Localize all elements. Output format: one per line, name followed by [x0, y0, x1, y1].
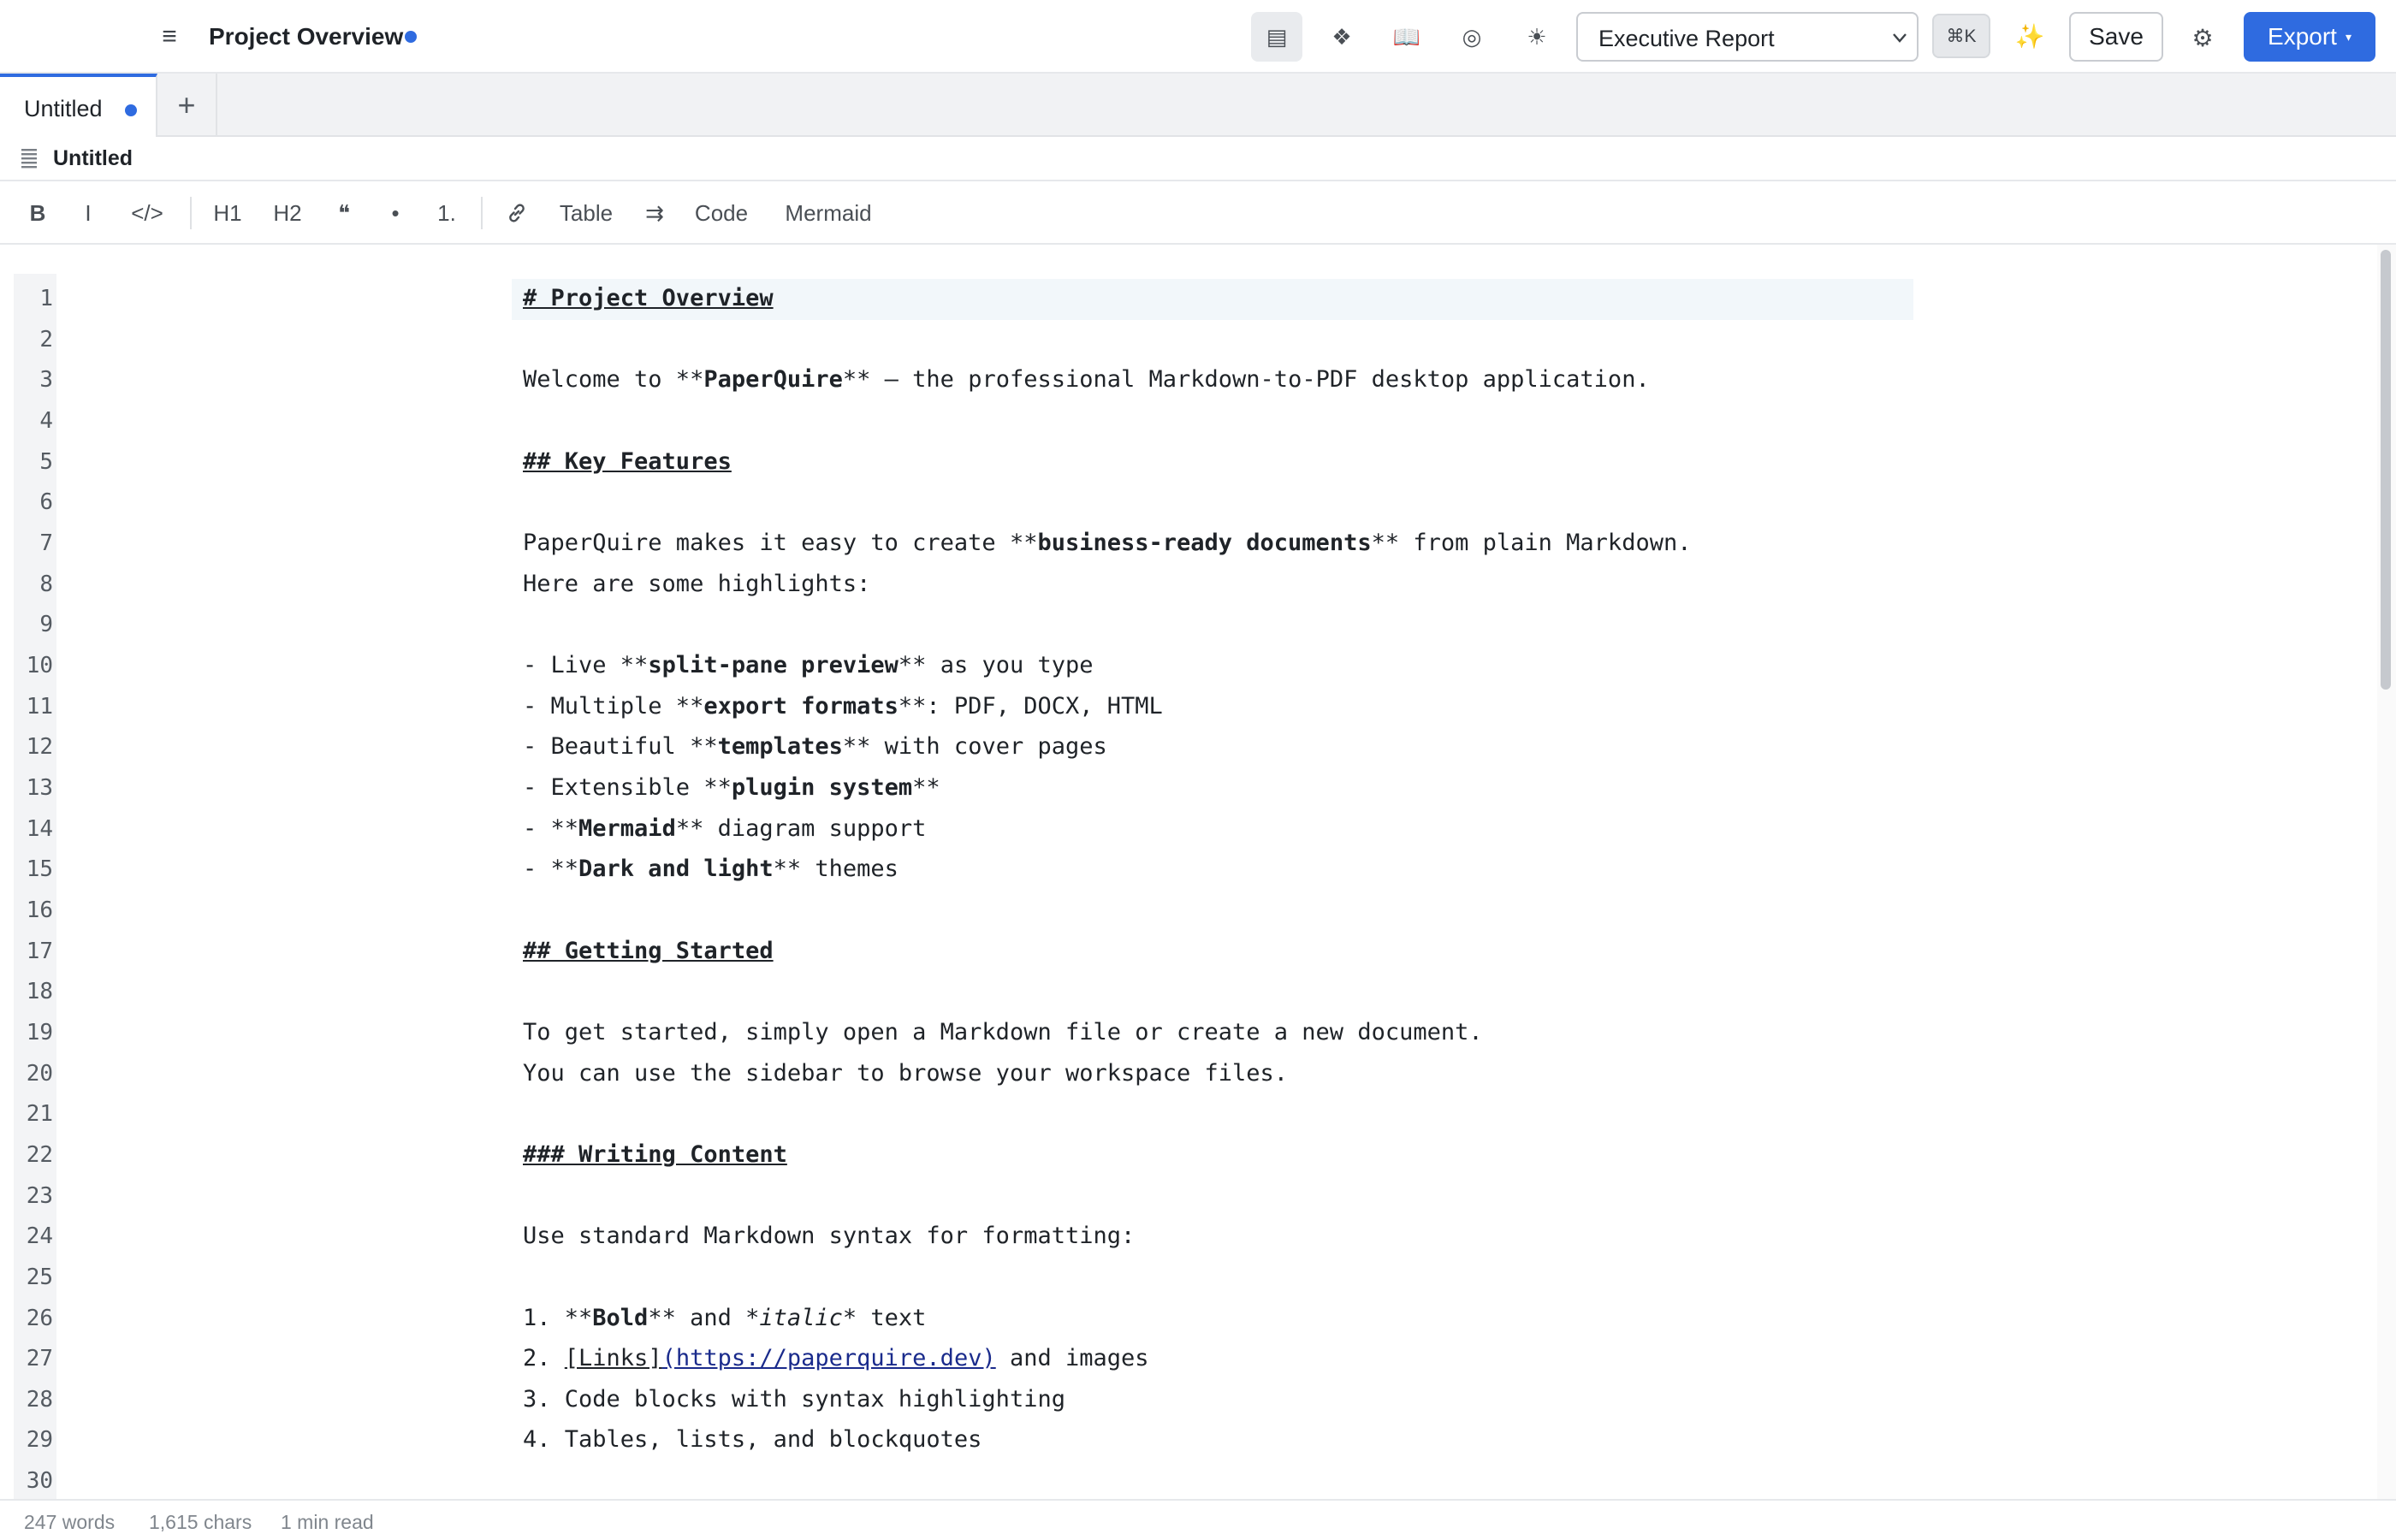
line-number: 29: [26, 1427, 53, 1453]
chevron-down-icon: [1891, 31, 1908, 44]
table-button[interactable]: Table: [559, 199, 614, 226]
layout-icon: ❖: [1331, 23, 1352, 50]
heading1-button[interactable]: H1: [213, 199, 242, 226]
line-number: 18: [26, 979, 53, 1004]
line-number: 1: [39, 286, 53, 311]
line-text: **: [912, 774, 940, 801]
bold-button[interactable]: B: [29, 199, 46, 226]
line-text: PaperQuire: [703, 366, 843, 393]
line-text: * text: [842, 1305, 927, 1331]
line-text: Here are some highlights:: [523, 571, 871, 597]
line-text: ** diagram support: [675, 815, 927, 842]
command-palette-button[interactable]: ⌘K: [1932, 14, 1990, 58]
line-text: To get started, simply open a Markdown file or create a new document.: [523, 1019, 1483, 1045]
split-view-button[interactable]: [1316, 12, 1367, 62]
markdown-link[interactable]: (https://paperquire.dev): [661, 1345, 996, 1371]
editor-line[interactable]: [523, 937, 774, 966]
line-number: 12: [26, 734, 53, 760]
line-number: 9: [39, 612, 53, 637]
line-number: 14: [26, 816, 53, 842]
markdown-heading: ## Getting Started: [523, 938, 774, 964]
line-text: You can use the sidebar to browse your workspace files.: [523, 1060, 1289, 1087]
markdown-editor[interactable]: [0, 245, 2396, 1499]
editor-line[interactable]: [523, 773, 940, 803]
line-number: 21: [26, 1101, 53, 1127]
line-number: 15: [26, 856, 53, 882]
code-block-button[interactable]: Code: [694, 199, 749, 226]
markdown-heading: ### Writing Content: [523, 1141, 787, 1168]
line-number: 24: [26, 1223, 53, 1249]
line-text: ** as you type: [898, 652, 1094, 678]
word-count: 247 words: [24, 1511, 116, 1533]
line-text: ** themes: [773, 856, 898, 882]
line-number: 30: [26, 1468, 53, 1494]
tab-unsaved-dot: [125, 104, 137, 116]
line-text: ** — the professional Markdown-to-PDF desktop application.: [842, 366, 1650, 393]
focus-mode-button[interactable]: [1446, 12, 1498, 62]
editor-line[interactable]: [523, 855, 898, 884]
line-text: ** with cover pages: [842, 733, 1107, 760]
editor-line[interactable]: [523, 1018, 1483, 1047]
document-title: Project Overview: [209, 23, 404, 50]
sparkle-icon[interactable]: ✨: [2014, 22, 2045, 50]
line-number: 2: [39, 327, 53, 352]
editor-line[interactable]: [523, 1425, 982, 1454]
line-number: 10: [26, 653, 53, 678]
scrollbar-thumb[interactable]: [2381, 250, 2391, 690]
menu-icon[interactable]: ≡: [162, 22, 177, 50]
line-number: 20: [26, 1061, 53, 1087]
line-text: Welcome to **: [523, 366, 704, 393]
line-text: templates: [717, 733, 843, 760]
line-number: 11: [26, 694, 53, 720]
link-icon: [505, 201, 529, 225]
line-number: 22: [26, 1142, 53, 1168]
top-bar: [0, 0, 2396, 74]
unsaved-indicator: [405, 31, 417, 43]
sun-icon: ☀: [1527, 23, 1547, 50]
plus-icon: +: [177, 87, 196, 122]
editor-line[interactable]: [523, 692, 1163, 721]
export-button[interactable]: [2244, 12, 2375, 62]
line-number: 28: [26, 1387, 53, 1413]
read-time: 1 min read: [281, 1511, 374, 1533]
line-text: PaperQuire makes it easy to create **: [523, 530, 1038, 556]
line-number: 26: [26, 1306, 53, 1331]
status-bar: [0, 1499, 2396, 1540]
editor-line[interactable]: [523, 1059, 1288, 1088]
editor-line[interactable]: [523, 814, 926, 844]
markdown-heading: # Project Overview: [523, 285, 774, 311]
line-text: ** and *: [648, 1305, 760, 1331]
editor-line[interactable]: [523, 651, 1094, 680]
editor-view-button[interactable]: [1251, 12, 1302, 62]
italic-button[interactable]: I: [85, 199, 92, 226]
line-text: - Multiple **: [523, 693, 704, 720]
editor-line[interactable]: [523, 1222, 1135, 1251]
line-number: 6: [39, 489, 53, 515]
mermaid-button[interactable]: Mermaid: [785, 199, 872, 226]
bullet-list-button[interactable]: •: [391, 199, 400, 226]
indent-button[interactable]: [642, 193, 667, 233]
line-number: 23: [26, 1183, 53, 1209]
heading2-button[interactable]: H2: [273, 199, 302, 226]
line-text: Use standard Markdown syntax for formatting:: [523, 1223, 1136, 1249]
preview-view-button[interactable]: [1381, 12, 1432, 62]
line-text: split-pane preview: [648, 652, 898, 678]
line-text: ** from plain Markdown.: [1371, 530, 1692, 556]
line-text: - **: [523, 815, 579, 842]
export-button-label: Export: [2268, 23, 2337, 50]
caret-down-icon: ▾: [2345, 29, 2352, 44]
tab-label: Untitled: [24, 96, 103, 121]
line-text: - Beautiful **: [523, 733, 718, 760]
line-text: - Extensible **: [523, 774, 732, 801]
line-number: 27: [26, 1346, 53, 1371]
line-text: and images: [995, 1345, 1149, 1371]
line-text: export formats: [703, 693, 898, 720]
line-text: - Live **: [523, 652, 649, 678]
save-button[interactable]: Save: [2069, 12, 2163, 62]
editor-line[interactable]: [523, 570, 870, 599]
line-number: 4: [39, 408, 53, 434]
markdown-heading: ## Key Features: [523, 448, 732, 475]
theme-toggle-button[interactable]: [1511, 12, 1563, 62]
template-select[interactable]: [1576, 12, 1919, 62]
tab-untitled[interactable]: [0, 74, 157, 137]
book-icon: 📖: [1392, 23, 1421, 50]
markdown-link: [Links]: [564, 1345, 662, 1371]
line-number: 19: [26, 1020, 53, 1045]
template-select-value: Executive Report: [1598, 26, 1775, 51]
editor-line[interactable]: [523, 1304, 926, 1333]
editor-line[interactable]: [523, 732, 1107, 761]
document-icon: ▤: [1266, 23, 1288, 50]
indent-arrow-icon: ⇉: [645, 199, 664, 226]
line-text: business-ready documents: [1037, 530, 1372, 556]
format-toolbar: [0, 181, 2396, 245]
line-text: - **: [523, 856, 579, 882]
editor-line[interactable]: [523, 1385, 1065, 1414]
char-count: 1,615 chars: [149, 1511, 252, 1533]
gear-icon[interactable]: ⚙: [2191, 24, 2214, 51]
line-text: 2.: [523, 1345, 565, 1371]
blockquote-button[interactable]: ❝: [338, 199, 350, 226]
editor-line[interactable]: [523, 1344, 1149, 1373]
line-text: Dark and light: [578, 856, 774, 882]
editor-line[interactable]: [523, 365, 1650, 394]
target-icon: ◎: [1462, 23, 1482, 50]
editor-line[interactable]: [523, 1140, 787, 1170]
line-text: **: PDF, DOCX, HTML: [898, 693, 1163, 720]
line-text: plugin system: [731, 774, 913, 801]
file-name: Untitled: [53, 146, 133, 170]
line-text: italic: [759, 1305, 843, 1331]
tab-strip: [0, 74, 2396, 137]
line-text: 1. **: [523, 1305, 593, 1331]
inline-code-button[interactable]: </>: [131, 199, 163, 226]
file-path-bar: [0, 137, 2396, 181]
line-number: 17: [26, 939, 53, 964]
line-number: 16: [26, 897, 53, 923]
line-number: 8: [39, 572, 53, 597]
editor-line[interactable]: [523, 447, 732, 477]
editor-line[interactable]: [523, 284, 774, 313]
line-number: 7: [39, 530, 53, 556]
toolbar-divider: [190, 197, 192, 229]
line-text: 4. Tables, lists, and blockquotes: [523, 1426, 982, 1453]
toolbar-divider: [481, 197, 483, 229]
line-number: 13: [26, 775, 53, 801]
line-text: 3. Code blocks with syntax highlighting: [523, 1386, 1065, 1413]
numbered-list-button[interactable]: 1.: [437, 199, 456, 226]
editor-line[interactable]: [523, 529, 1691, 558]
line-text: Mermaid: [578, 815, 676, 842]
new-tab-button[interactable]: [157, 74, 217, 137]
line-number: 3: [39, 367, 53, 393]
file-lines-icon: [21, 147, 38, 169]
link-button[interactable]: [500, 193, 534, 233]
line-number: 25: [26, 1265, 53, 1290]
line-text: Bold: [592, 1305, 649, 1331]
line-number: 5: [39, 449, 53, 475]
